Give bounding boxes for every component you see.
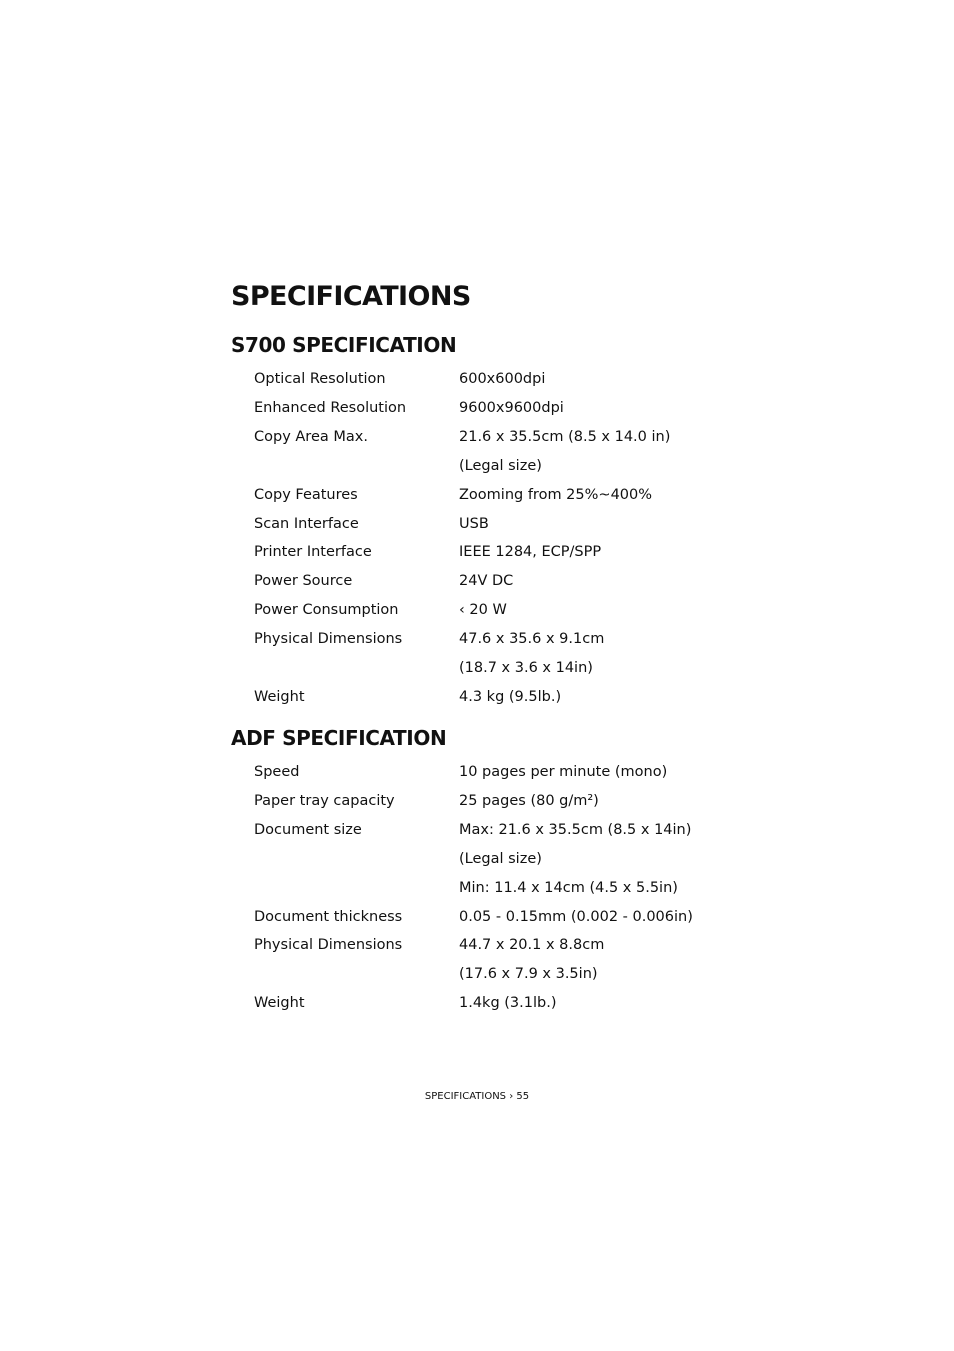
spec-values	[459, 625, 734, 683]
spec-row	[254, 758, 734, 787]
spec-values	[459, 481, 734, 510]
spec-row	[254, 683, 734, 712]
spec-value: 47.6 x 35.6 x 9.1cm	[459, 631, 605, 648]
spec-label: Optical Resolution	[254, 371, 386, 387]
spec-value: Max: 21.6 x 35.5cm (8.5 x 14in)	[459, 821, 692, 838]
spec-value: 25 pages (80 g/m²)	[459, 792, 599, 809]
spec-row	[254, 989, 734, 1018]
spec-value: IEEE 1284, ECP/SPP	[459, 544, 602, 561]
spec-row	[254, 787, 734, 816]
spec-value: ‹ 20 W	[459, 602, 507, 619]
spec-row	[254, 816, 734, 903]
spec-row	[254, 510, 734, 539]
page-title: SPECIFICATIONS	[231, 281, 471, 312]
spec-row	[254, 365, 734, 394]
spec-values	[459, 567, 734, 596]
spec-values	[459, 683, 734, 712]
spec-row	[254, 931, 734, 989]
spec-values	[459, 596, 734, 625]
spec-row	[254, 394, 734, 423]
spec-values	[459, 787, 734, 816]
spec-row	[254, 625, 734, 683]
spec-label: Document size	[254, 821, 362, 838]
spec-value: (17.6 x 7.9 x 3.5in)	[459, 966, 598, 983]
spec-label: Copy Area Max.	[254, 428, 368, 445]
spec-values	[459, 423, 734, 481]
spec-label: Weight	[254, 995, 305, 1012]
spec-value: 600x600dpi	[459, 371, 546, 387]
spec-value: 21.6 x 35.5cm (8.5 x 14.0 in)	[459, 428, 671, 445]
spec-value: Min: 11.4 x 14cm (4.5 x 5.5in)	[459, 879, 678, 896]
spec-label: Physical Dimensions	[254, 937, 403, 954]
spec-label: Enhanced Resolution	[254, 399, 407, 416]
spec-label: Weight	[254, 688, 305, 705]
spec-value: 44.7 x 20.1 x 8.8cm	[459, 937, 605, 954]
spec-label: Copy Features	[254, 486, 358, 503]
spec-value: USB	[459, 515, 489, 532]
page-footer: SPECIFICATIONS › 55	[424, 1091, 530, 1102]
spec-value: 10 pages per minute (mono)	[459, 764, 668, 780]
spec-label: Scan Interface	[254, 515, 359, 532]
spec-row	[254, 481, 734, 510]
spec-row	[254, 423, 734, 481]
spec-label: Printer Interface	[254, 544, 372, 561]
spec-value: Zooming from 25%~400%	[459, 486, 653, 503]
spec-values	[459, 365, 734, 394]
spec-label: Power Source	[254, 573, 353, 590]
spec-values	[459, 538, 734, 567]
spec-value: 9600x9600dpi	[459, 399, 564, 416]
spec-row	[254, 596, 734, 625]
spec-values	[459, 989, 734, 1018]
spec-values	[459, 758, 734, 787]
spec-value: 0.05 - 0.15mm (0.002 - 0.006in)	[459, 908, 693, 925]
spec-value: 24V DC	[459, 573, 514, 590]
spec-values	[459, 931, 734, 989]
spec-values	[459, 816, 734, 903]
spec-row	[254, 567, 734, 596]
spec-label: Speed	[254, 764, 300, 780]
spec-value: (18.7 x 3.6 x 14in)	[459, 660, 593, 677]
adf-specification-heading: ADF SPECIFICATION	[231, 726, 447, 750]
spec-value: 4.3 kg (9.5lb.)	[459, 688, 562, 705]
spec-values	[459, 510, 734, 539]
adf-specification-table	[254, 758, 734, 1018]
s700-specification-table	[254, 365, 734, 712]
spec-label: Physical Dimensions	[254, 631, 403, 648]
spec-values	[459, 394, 734, 423]
spec-value: (Legal size)	[459, 850, 542, 867]
spec-value: (Legal size)	[459, 457, 542, 474]
s700-specification-heading: S700 SPECIFICATION	[231, 333, 457, 357]
spec-label: Paper tray capacity	[254, 792, 395, 809]
spec-value: 1.4kg (3.1lb.)	[459, 995, 557, 1012]
spec-row	[254, 538, 734, 567]
spec-label: Power Consumption	[254, 602, 399, 619]
spec-row	[254, 903, 734, 932]
spec-values	[459, 903, 734, 932]
spec-label: Document thickness	[254, 908, 403, 925]
